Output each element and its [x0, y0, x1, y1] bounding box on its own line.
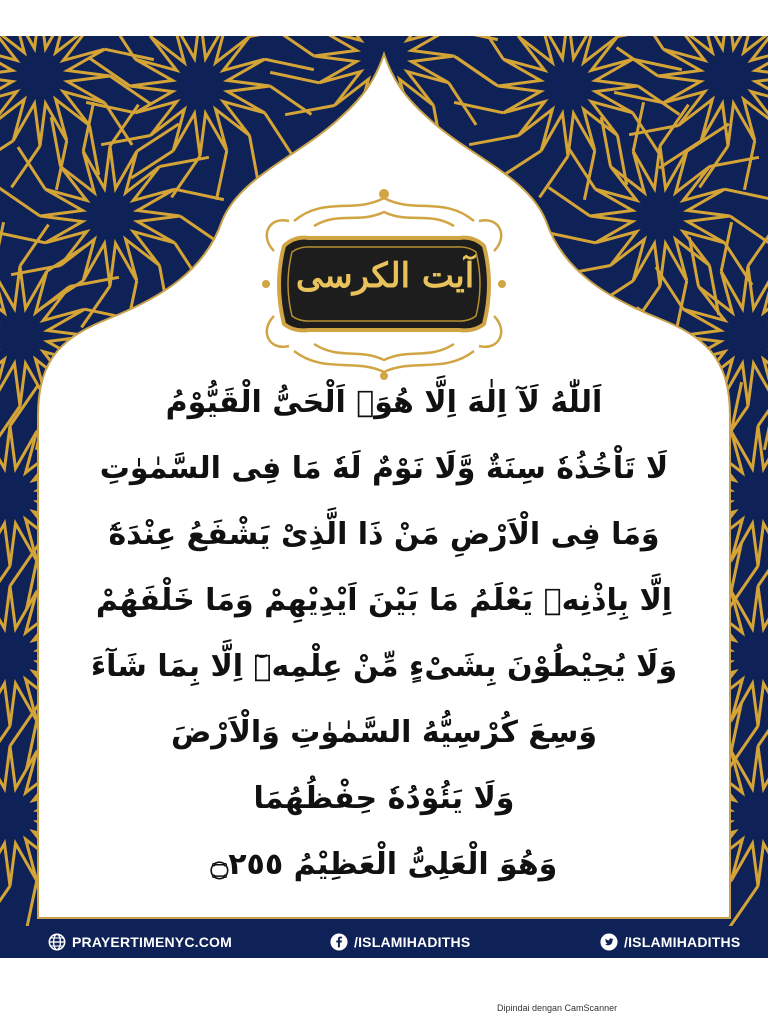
website-label: PRAYERTIMENYC.COM — [72, 934, 233, 950]
facebook-link[interactable] — [330, 926, 470, 958]
verse-line: وَلَا یَئُوْدُهٗ حِفْظُهُمَا — [253, 781, 515, 816]
verse-line: وَسِعَ كُرْسِیُّهُ السَّمٰوٰتِ وَالْاَرْضَ — [170, 715, 598, 750]
scanner-watermark: Dipindai dengan CamScanner — [497, 1003, 618, 1013]
facebook-icon — [330, 933, 348, 951]
verse-line: وَهُوَ الْعَلِیُّ الْعَظِیْمُ ۝٢٥٥ — [210, 847, 558, 882]
twitter-icon — [600, 933, 618, 951]
verse-line: وَلَا یُحِیْطُوْنَ بِشَیْءٍ مِّنْ عِلْمِهٖٓ اِلَّا بِمَا شَآءَ — [90, 649, 678, 684]
facebook-label: /ISLAMIHADITHS — [354, 934, 471, 950]
verse-line: اِلَّا بِاِذْنِهٖ یَعْلَمُ مَا بَیْنَ اَیْدِیْهِمْ وَمَا خَلْفَهُمْ — [95, 583, 673, 618]
website-link[interactable] — [48, 926, 232, 958]
verse-line: وَمَا فِی الْاَرْضِ مَنْ ذَا الَّذِیْ یَشْفَعُ عِنْدَهٗٓ — [108, 517, 660, 552]
footer-bar — [0, 926, 768, 958]
twitter-label: /ISLAMIHADITHS — [624, 934, 741, 950]
verse-line: اَللّٰهُ لَآ اِلٰهَ اِلَّا هُوَۚ اَلْحَیُّ الْقَیُّوْمُ — [165, 385, 603, 420]
verse-block — [60, 370, 708, 898]
poster — [0, 36, 768, 958]
verse-line: لَا تَاْخُذُهٗ سِنَةٌ وَّلَا نَوْمٌ لَهٗ مَا فِی السَّمٰوٰتِ — [99, 451, 669, 486]
twitter-link[interactable] — [600, 926, 740, 958]
globe-icon — [48, 933, 66, 951]
page-title: آیت الکرسی — [295, 256, 475, 296]
